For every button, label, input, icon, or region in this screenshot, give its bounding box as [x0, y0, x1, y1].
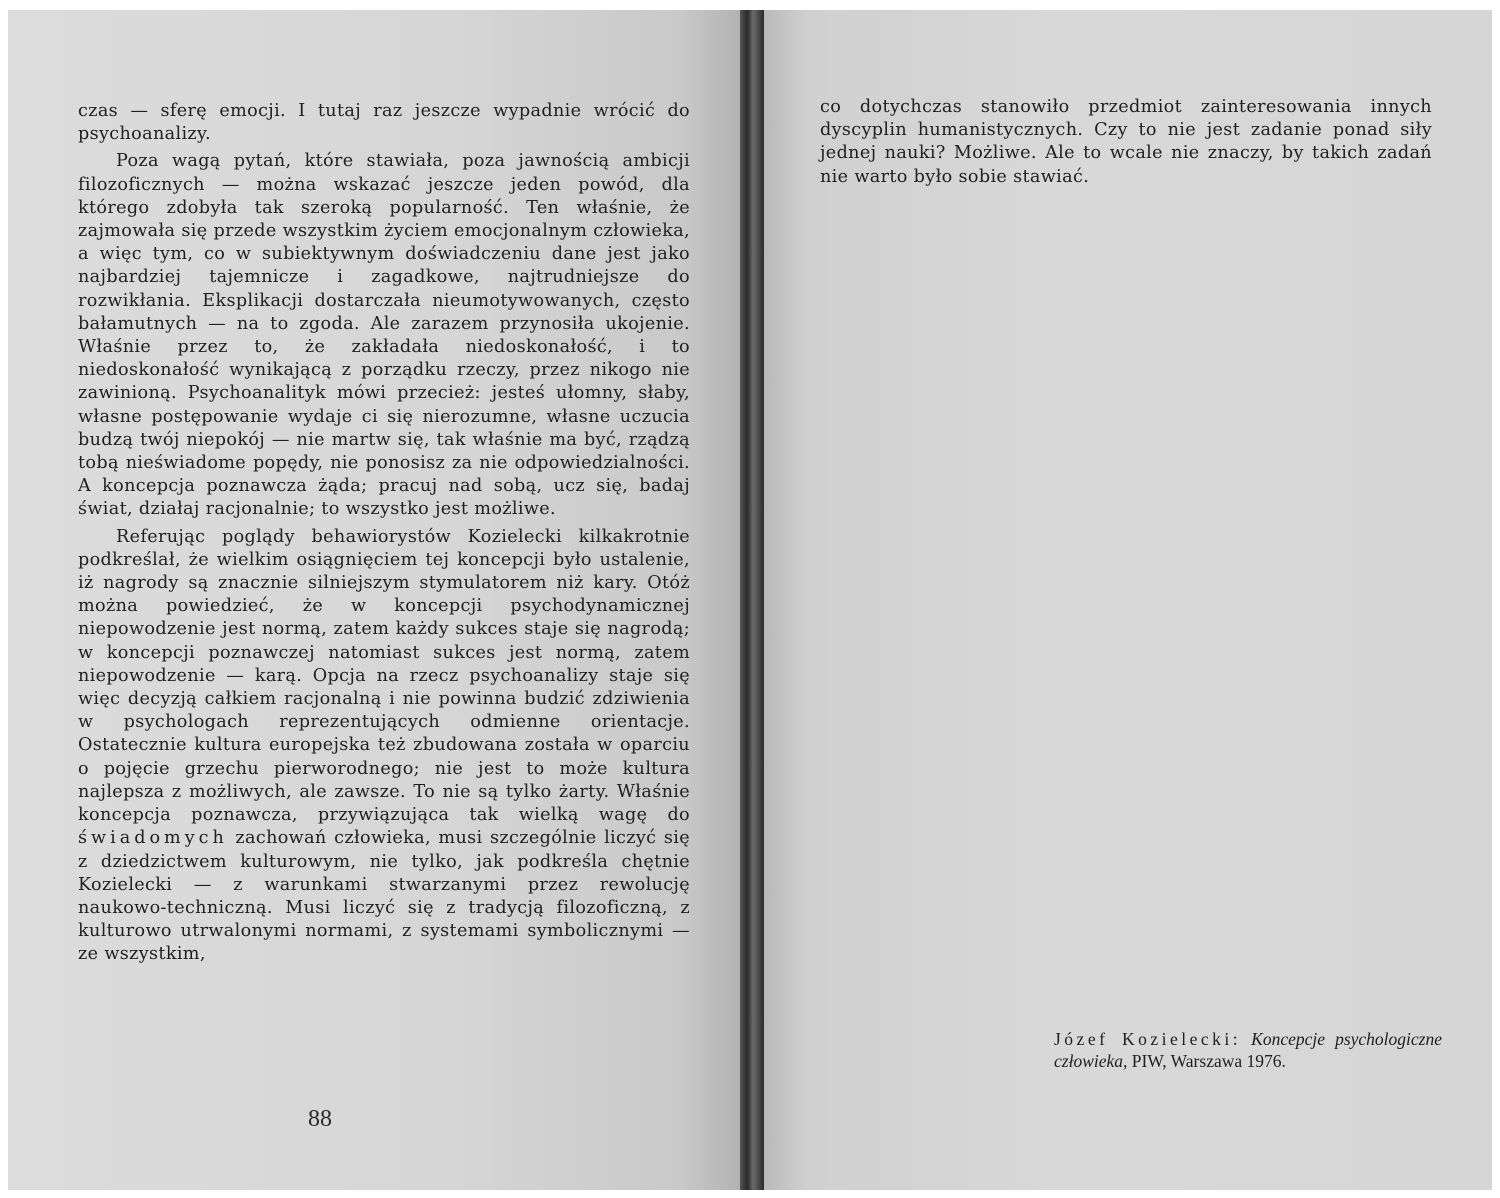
- book-spread: [8, 10, 1492, 1190]
- book-gutter: [740, 10, 764, 1190]
- emphasized-word: świadomych: [78, 828, 228, 849]
- page-number: 88: [308, 1106, 332, 1132]
- bibliographic-reference: [1054, 1028, 1442, 1072]
- reference-publisher: PIW, Warszawa 1976.: [1127, 1051, 1286, 1071]
- right-page: [764, 10, 1492, 1190]
- paragraph-3-start: Referując poglądy behawiorystów Kozielecki kilkakrotnie podkreślał, że wielkim osiągnięciem tej koncepcji było ustalenie, iż nagrody są znacznie silniejszym stymulatorem niż kary. Otóż można powiedzieć, że w koncepcji psychodynamicznej niepowodzenie jest normą, zatem każdy sukces staje się nagrodą; w koncepcji poznawczej natomiast sukces jest normą, zatem niepowodzenie — karą. Opcja na rzecz psychoanalizy staje się więc decyzją całkiem racjonalną i nie powinna budzić zdziwienia w psychologach reprezentujących odmienne orientacje. Ostatecznie kultura europejska też zbudowana została w oparciu o pojęcie grzechu pierworodnego; nie jest to może kultura najlepsza z możliwych, ale zawsze. To nie są tylko żarty. Właśnie koncepcja poznawcza, przywiązująca tak wielką wagę do: [78, 526, 690, 826]
- paragraph-2: Poza wagą pytań, które stawiała, poza jawnością ambicji filozoficznych — można wskazać jeszcze jeden powód, dla którego zdobyła tak szeroką popularność. Ten właśnie, że zajmowała się przede wszystkim życiem emocjonalnym człowieka, a więc tym, co w subiektywnym doświadczeniu dane jest jako najbardziej tajemnicze i zagadkowe, najtrudniejsze do rozwikłania. Eksplikacji dostarczała nieumotywowanych, często bałamutnych — na to zgoda. Ale zarazem przynosiła ukojenie. Właśnie przez to, że zakładała niedoskonałość, i to niedoskonałość wynikającą z porządku rzeczy, przez nikogo nie zawinioną. Psychoanalityk mówi przecież: jesteś ułomny, słaby, własne postępowanie wydaje ci się nierozumne, własne uczucia budzą twój niepokój — nie martw się, tak właśnie ma być, rządzą tobą nieświadome popędy, nie ponosisz za nie odpowiedzialności. A koncepcja poznawcza żąda; pracuj nad sobą, ucz się, badaj świat, działaj racjonalnie; to wszystko jest możliwe.: [78, 151, 690, 520]
- reference-author: Józef Kozielecki:: [1054, 1029, 1242, 1049]
- reference-title: Koncepcje psychologiczne człowieka,: [1054, 1029, 1442, 1071]
- left-page: [8, 10, 740, 1190]
- paragraph-3: [78, 526, 690, 967]
- left-page-text: [78, 100, 690, 967]
- paragraph-continued: co dotychczas stanowiło przedmiot zainteresowania innych dyscyplin humanistycznych. Czy to nie jest zadanie ponad siły jednej nauki? Możliwe. Ale to wcale nie znaczy, by takich zadań nie warto było sobie stawiać.: [820, 97, 1432, 187]
- right-page-text: [820, 96, 1432, 189]
- paragraph-1: czas — sferę emocji. I tutaj raz jeszcze wypadnie wrócić do psychoanalizy.: [78, 101, 690, 145]
- paragraph-3-end: zachowań człowieka, musi szczególnie liczyć się z dziedzictwem kulturowym, nie tylko, jak podkreśla chętnie Kozielecki — z warunkami stwarzanymi przez rewolucję naukowo-techniczną. Musi liczyć się z tradycją filozoficzną, z kulturowo utrwalonymi normami, z systemami symbolicznymi — ze wszystkim,: [78, 828, 690, 965]
